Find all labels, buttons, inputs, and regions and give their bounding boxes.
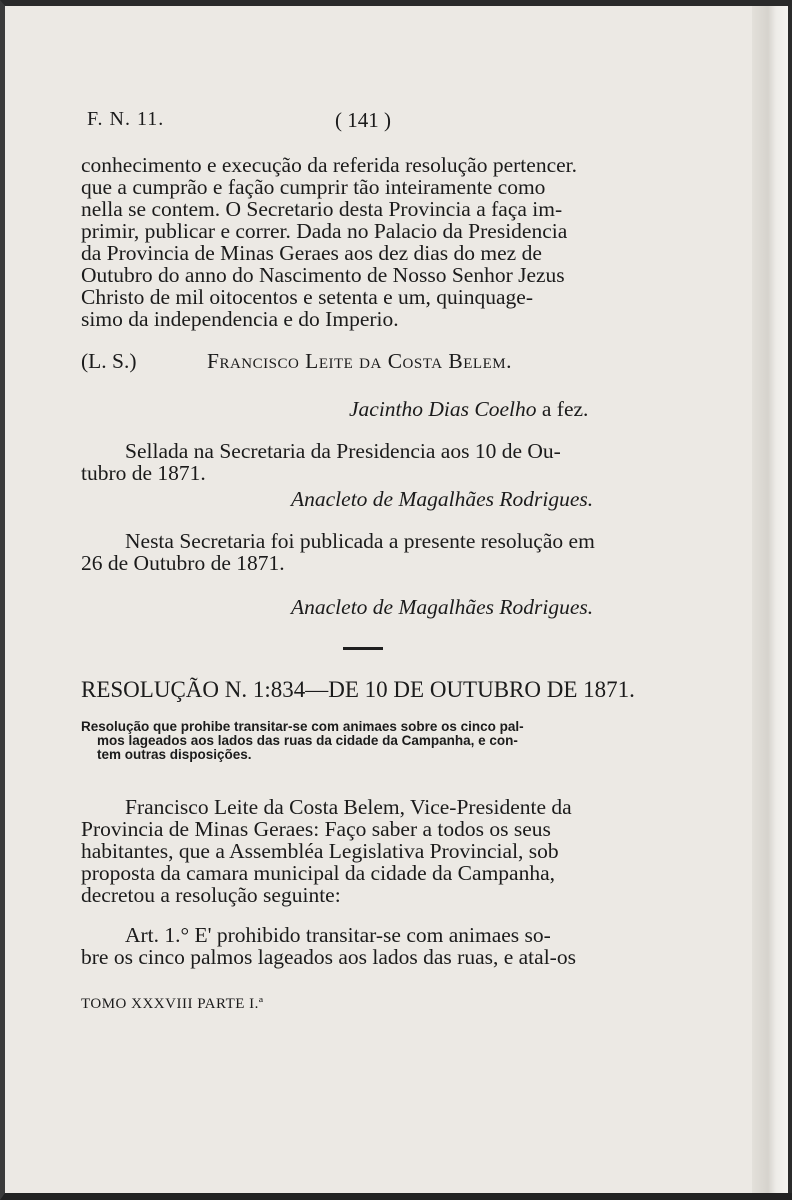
text-line: Provincia de Minas Geraes: Faço saber a todos os seus bbox=[81, 817, 551, 841]
text-line: conhecimento e execução da referida resolução pertencer. bbox=[81, 153, 578, 177]
summary-line: mos lageados aos lados das ruas da cidade da Campanha, e con- bbox=[97, 733, 518, 748]
text-line: da Provincia de Minas Geraes aos dez dias do mez de bbox=[81, 241, 542, 265]
page-number: ( 141 ) bbox=[335, 108, 391, 132]
text-line: Sellada na Secretaria da Presidencia aos 10 de Ou- bbox=[125, 439, 561, 463]
volume-signature: TOMO XXXVIII PARTE I.ª bbox=[81, 996, 264, 1012]
text-line: decretou a resolução seguinte: bbox=[81, 883, 341, 907]
text-line: Francisco Leite da Costa Belem, Vice-Presidente da bbox=[125, 795, 572, 819]
text-line: proposta da camara municipal da cidade da Campanha, bbox=[81, 861, 555, 885]
clerk-line bbox=[349, 398, 588, 421]
text-line: simo da independencia e do Imperio. bbox=[81, 307, 399, 331]
published-signature: Anacleto de Magalhães Rodrigues. bbox=[291, 595, 594, 619]
clerk-name: Jacintho Dias Coelho bbox=[349, 397, 537, 421]
summary-line: tem outras disposições. bbox=[97, 747, 252, 762]
clerk-suffix: a fez. bbox=[536, 397, 589, 421]
text-line: bre os cinco palmos lageados aos lados das ruas, e atal-os bbox=[81, 945, 576, 969]
resolution-title: RESOLUÇÃO N. 1:834—DE 10 DE OUTUBRO DE 1871. bbox=[81, 677, 635, 702]
text-line: Christo de mil oitocentos e setenta e um, quinquage- bbox=[81, 285, 533, 309]
sealed-signature: Anacleto de Magalhães Rodrigues. bbox=[291, 487, 594, 511]
summary-line: Resolução que prohibe transitar-se com animaes sobre os cinco pal- bbox=[81, 719, 524, 734]
section-divider bbox=[343, 647, 383, 650]
page-edge bbox=[752, 6, 792, 1193]
text-line: Art. 1.° E' prohibido transitar-se com animaes so- bbox=[125, 923, 551, 947]
text-line: habitantes, que a Assembléa Legislativa Provincial, sob bbox=[81, 839, 559, 863]
page-header bbox=[81, 102, 645, 132]
text-line: primir, publicar e correr. Dada no Palacio da Presidencia bbox=[81, 219, 568, 243]
text-line: Nesta Secretaria foi publicada a presente resolução em bbox=[125, 529, 595, 553]
text-line: nella se contem. O Secretario desta Provincia a faça im- bbox=[81, 197, 563, 221]
text-line: 26 de Outubro de 1871. bbox=[81, 551, 285, 575]
text-line: que a cumprão e fação cumprir tão inteiramente como bbox=[81, 175, 546, 199]
signer-name: Francisco Leite da Costa Belem. bbox=[207, 349, 512, 373]
text-line: tubro de 1871. bbox=[81, 461, 206, 485]
signature-reference: F. N. 11. bbox=[87, 108, 165, 130]
seal-label: (L. S.) bbox=[81, 349, 137, 373]
text-line: Outubro do anno do Nascimento de Nosso Senhor Jezus bbox=[81, 263, 565, 287]
